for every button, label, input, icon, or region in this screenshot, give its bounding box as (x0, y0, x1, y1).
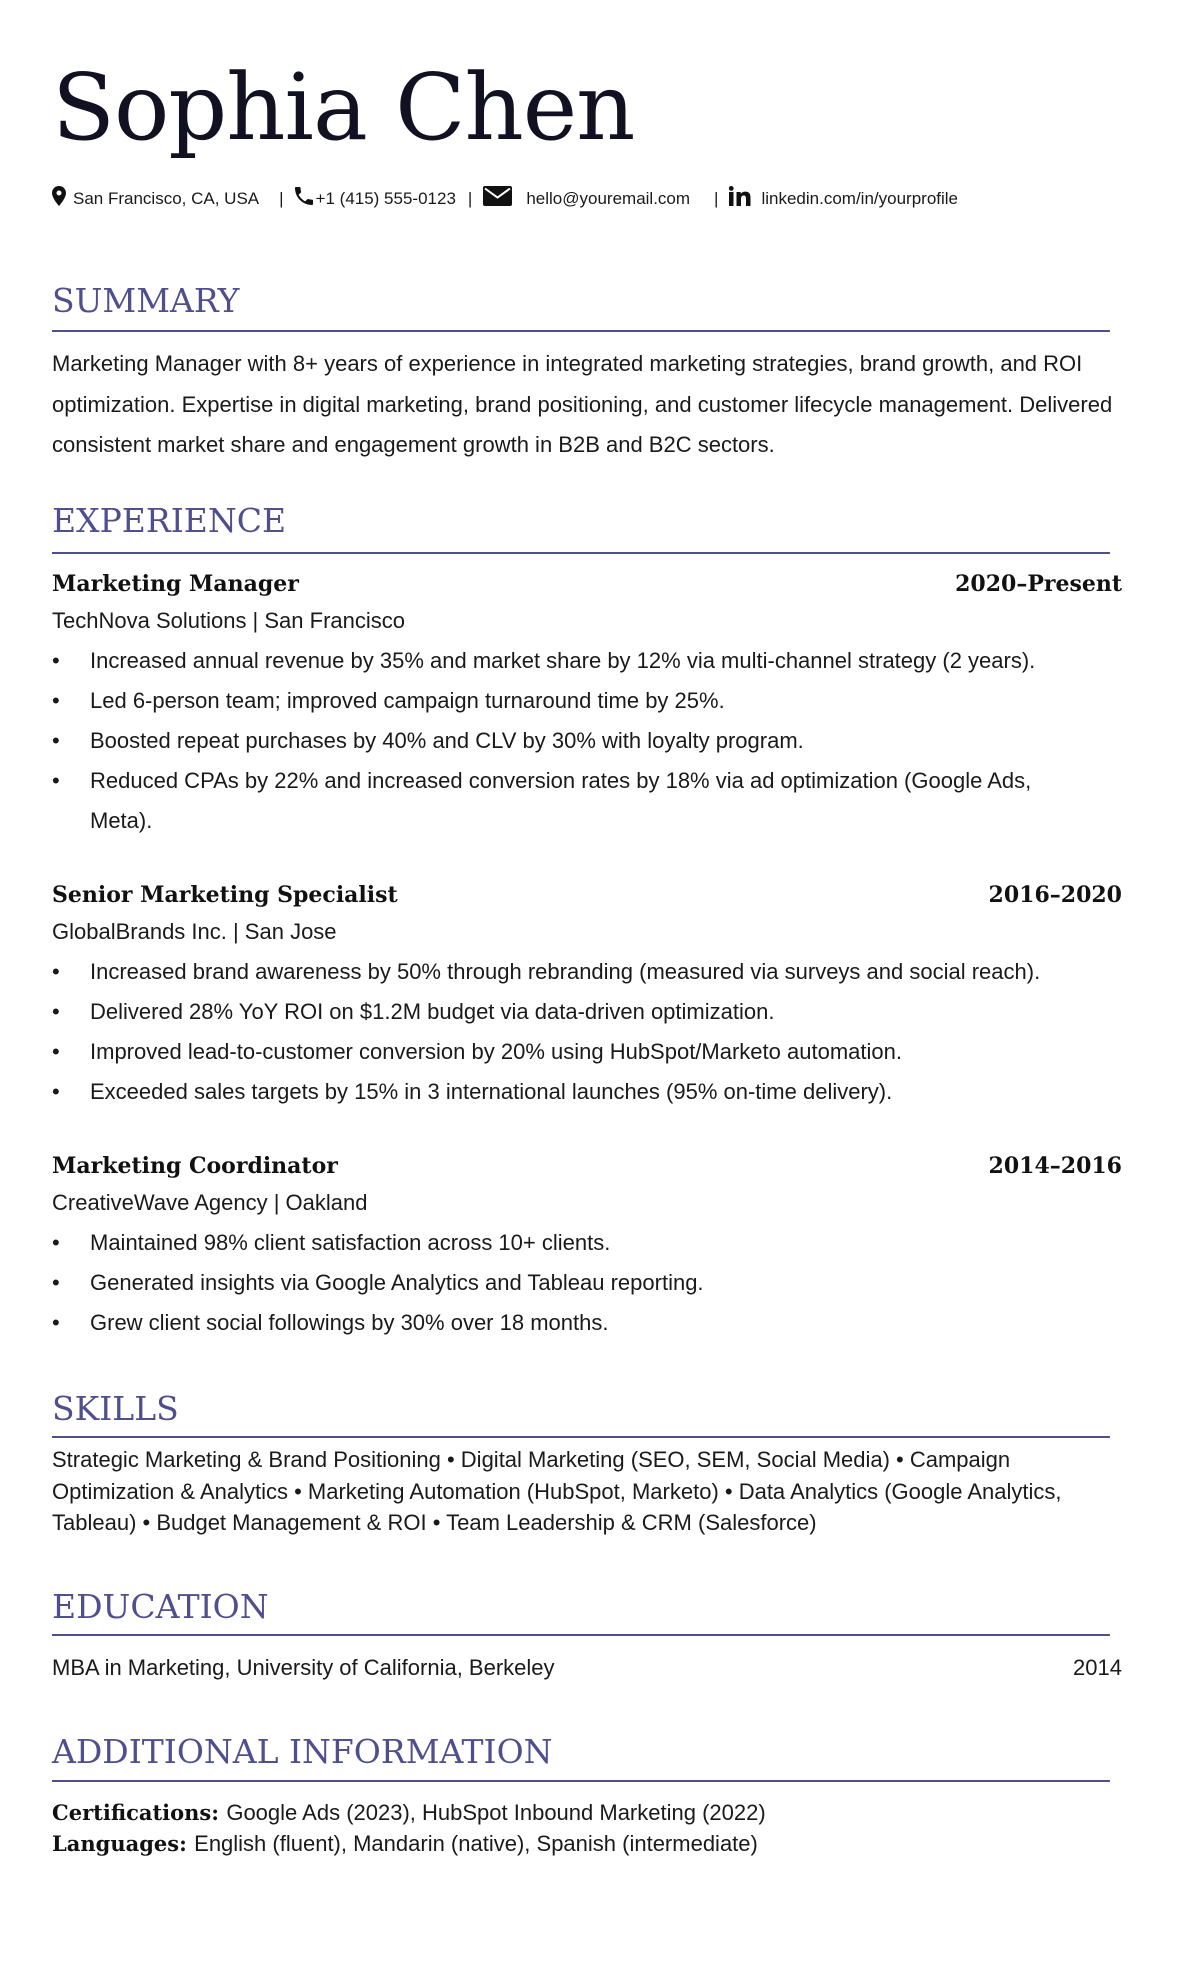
bullet-item: • Delivered 28% YoY ROI on $1.2M budget via data-driven optimization. (52, 992, 1122, 1032)
summary-heading: SUMMARY (52, 281, 240, 320)
additional-heading: ADDITIONAL INFORMATION (52, 1732, 553, 1771)
bullet-item: • Boosted repeat purchases by 40% and CLV by 30% with loyalty program. (52, 721, 1122, 761)
job-entry (52, 571, 1122, 841)
job-bullets (52, 1223, 1122, 1343)
envelope-icon (483, 186, 512, 211)
skills-heading: SKILLS (52, 1389, 179, 1428)
linkedin-text: linkedin.com/in/yourprofile (761, 188, 959, 208)
job-title: Marketing Manager (52, 571, 299, 597)
contact-email[interactable] (483, 186, 690, 211)
section-divider (52, 552, 1110, 554)
education-heading: EDUCATION (52, 1587, 269, 1626)
job-company: TechNova Solutions | San Francisco (52, 608, 405, 633)
languages-label: Languages: (52, 1831, 195, 1856)
bullet-item: • Grew client social followings by 30% over 18 months. (52, 1303, 1122, 1343)
section-divider (52, 1436, 1110, 1438)
certifications-row (52, 1800, 1122, 1826)
experience-heading: EXPERIENCE (52, 501, 287, 540)
map-pin-icon (52, 186, 66, 211)
languages-value: English (fluent), Mandarin (native), Spanish (intermediate) (194, 1831, 758, 1856)
contact-separator: | (279, 188, 284, 208)
contact-separator: | (467, 188, 473, 208)
bullet-item: • Exceeded sales targets by 15% in 3 international launches (95% on-time delivery). (52, 1072, 1122, 1112)
bullet-item: • Improved lead-to-customer conversion by 20% using HubSpot/Marketo automation. (52, 1032, 1122, 1072)
bullet-item: • Increased annual revenue by 35% and market share by 12% via multi-channel strategy (2 years). (52, 641, 1122, 681)
email-text: hello@youremail.com (526, 188, 691, 208)
job-title: Marketing Coordinator (52, 1153, 338, 1179)
summary-section-header (52, 281, 1110, 320)
job-dates: 2020–Present (955, 571, 1122, 597)
phone-icon (295, 187, 313, 210)
section-divider (52, 1634, 1110, 1636)
linkedin-icon (729, 186, 751, 211)
job-dates: 2016–2020 (988, 882, 1122, 908)
job-company: CreativeWave Agency | Oakland (52, 1190, 368, 1215)
education-year: 2014 (1073, 1655, 1122, 1680)
contact-location (52, 186, 259, 211)
job-company: GlobalBrands Inc. | San Jose (52, 919, 337, 944)
skills-section-header (52, 1389, 1110, 1428)
job-entry (52, 882, 1122, 1112)
location-text: San Francisco, CA, USA (73, 188, 260, 208)
contact-linkedin[interactable] (729, 186, 958, 211)
job-bullets (52, 952, 1122, 1112)
bullet-item: • Maintained 98% client satisfaction across 10+ clients. (52, 1223, 1122, 1263)
skills-text: Strategic Marketing & Brand Positioning • Digital Marketing (SEO, SEM, Social Media) • Campaign Optimization & Analytics • Marketing Automation (HubSpot, Marketo) • Data Analytics (Google Analytics, Tableau) • Budget Management & ROI • Team Leadership & CRM (Salesforce) (52, 1447, 1062, 1535)
experience-section-header (52, 501, 1110, 540)
section-divider (52, 330, 1110, 332)
contact-phone[interactable] (295, 187, 456, 210)
education-entry (52, 1655, 1122, 1685)
education-section-header (52, 1587, 1110, 1626)
additional-section-header (52, 1732, 1110, 1771)
phone-text: +1 (415) 555-0123 (315, 188, 456, 208)
languages-row (52, 1831, 1122, 1857)
bullet-item: • Generated insights via Google Analytics and Tableau reporting. (52, 1263, 1122, 1303)
summary-text: Marketing Manager with 8+ years of experience in integrated marketing strategies, brand growth, and ROI optimization. Expertise in digital marketing, brand positioning, and customer lifecycle management. Delivered consistent market share and engagement growth in B2B and B2C sectors. (52, 351, 1113, 457)
job-bullets (52, 641, 1122, 841)
job-title: Senior Marketing Specialist (52, 882, 398, 908)
contact-separator: | (714, 188, 719, 208)
bullet-item: • Led 6-person team; improved campaign turnaround time by 25%. (52, 681, 1122, 721)
education-degree: MBA in Marketing, University of California, Berkeley (52, 1655, 555, 1680)
bullet-item: • Increased brand awareness by 50% through rebranding (measured via surveys and social reach). (52, 952, 1122, 992)
certifications-label: Certifications: (52, 1800, 227, 1825)
job-entry (52, 1153, 1122, 1343)
section-divider (52, 1780, 1110, 1782)
certifications-value: Google Ads (2023), HubSpot Inbound Marketing (2022) (226, 1800, 766, 1825)
bullet-item: • Reduced CPAs by 22% and increased conversion rates by 18% via ad optimization (Google Ads, Meta). (52, 761, 1122, 841)
job-dates: 2014–2016 (988, 1153, 1122, 1179)
contact-bar (52, 186, 958, 211)
candidate-name: Sophia Chen (52, 54, 635, 161)
